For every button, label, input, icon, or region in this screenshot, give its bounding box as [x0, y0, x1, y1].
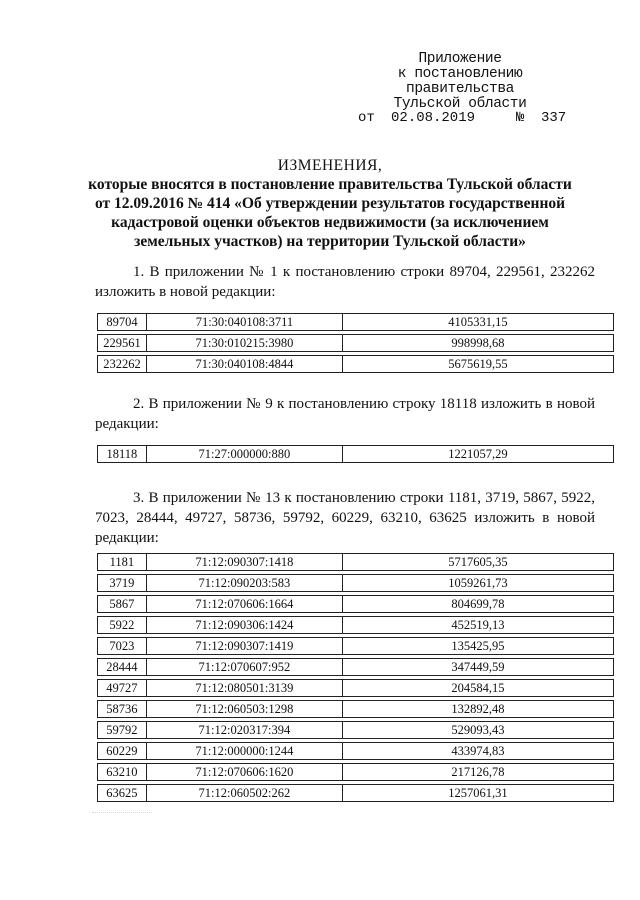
cadastral-value-cell: 347449,59	[342, 658, 614, 676]
cadastral-number-cell: 71:12:070607:952	[146, 658, 342, 676]
table-row	[97, 679, 614, 697]
appendix-line: к постановлению правительства	[397, 66, 523, 97]
cadastral-number-cell: 71:12:090306:1424	[146, 616, 342, 634]
cadastral-number-cell: 71:12:070606:1620	[146, 763, 342, 781]
cadastral-value-cell: 132892,48	[342, 700, 614, 718]
cadastral-number-cell: 71:12:000000:1244	[146, 742, 342, 760]
appendix-header	[340, 52, 580, 112]
table-row	[97, 313, 614, 331]
section-2-text: 2. В приложении № 9 к постановлению строку 18118 изложить в новой редакции:	[95, 396, 595, 432]
table-row	[97, 553, 614, 571]
row-number-cell: 5922	[97, 616, 146, 634]
table-row	[97, 334, 614, 352]
row-number-cell: 5867	[97, 595, 146, 613]
row-number-cell: 60229	[97, 742, 146, 760]
row-number-cell: 63210	[97, 763, 146, 781]
cadastral-value-cell: 4105331,15	[342, 313, 614, 331]
row-number-cell: 63625	[97, 784, 146, 802]
document-title	[80, 156, 580, 251]
cadastral-value-cell: 1257061,31	[342, 784, 614, 802]
table-row	[97, 700, 614, 718]
cadastral-value-cell: 5675619,55	[342, 355, 614, 373]
section-1-text: 1. В приложении № 1 к постановлению строки 89704, 229561, 232262 изложить в новой редакции:	[95, 264, 595, 300]
date-value: 02.08.2019	[391, 110, 476, 126]
cadastral-value-cell: 804699,78	[342, 595, 614, 613]
table-row	[97, 574, 614, 592]
cadastral-value-cell: 135425,95	[342, 637, 614, 655]
number-value: 337	[541, 110, 567, 126]
cadastral-value-cell: 217126,78	[342, 763, 614, 781]
cadastral-number-cell: 71:27:000000:880	[146, 445, 342, 463]
cadastral-value-cell: 5717605,35	[342, 553, 614, 571]
cadastral-number-cell: 71:12:060502:262	[146, 784, 342, 802]
row-number-cell: 3719	[97, 574, 146, 592]
scan-artifact	[92, 812, 152, 823]
row-number-cell: 18118	[97, 445, 146, 463]
row-number-cell: 1181	[97, 553, 146, 571]
table-row	[97, 721, 614, 739]
section-3-table	[97, 550, 614, 805]
row-number-cell: 7023	[97, 637, 146, 655]
section-3-text: 3. В приложении № 13 к постановлению строки 1181, 3719, 5867, 5922, 7023, 28444, 49727, 58736, 59792, 60229, 63210, 63625 изложить в новой редакции:	[95, 490, 595, 546]
cadastral-number-cell: 71:30:040108:3711	[146, 313, 342, 331]
table-row	[97, 595, 614, 613]
title-heading: ИЗМЕНЕНИЯ,	[277, 157, 383, 174]
cadastral-value-cell: 452519,13	[342, 616, 614, 634]
cadastral-number-cell: 71:12:070606:1664	[146, 595, 342, 613]
table-row	[97, 784, 614, 802]
cadastral-number-cell: 71:12:060503:1298	[146, 700, 342, 718]
row-number-cell: 232262	[97, 355, 146, 373]
date-label: от	[358, 110, 375, 126]
cadastral-value-cell: 1221057,29	[342, 445, 614, 463]
cadastral-value-cell: 998998,68	[342, 334, 614, 352]
table-row	[97, 637, 614, 655]
table-row	[97, 445, 614, 463]
table-row	[97, 355, 614, 373]
cadastral-number-cell: 71:30:040108:4844	[146, 355, 342, 373]
title-subtitle: которые вносятся в постановление правительства Тульской области от 12.09.2016 № 414 «Об утверждении результатов государственной кадастровой оценки объектов недвижимости (за исключением земельных участков) на территории Тульской области»	[88, 176, 572, 250]
row-number-cell: 28444	[97, 658, 146, 676]
cadastral-value-cell: 433974,83	[342, 742, 614, 760]
number-label: №	[516, 110, 525, 126]
row-number-cell: 58736	[97, 700, 146, 718]
appendix-line: Тульской области	[393, 96, 527, 112]
cadastral-number-cell: 71:30:010215:3980	[146, 334, 342, 352]
table-row	[97, 658, 614, 676]
cadastral-number-cell: 71:12:020317:394	[146, 721, 342, 739]
cadastral-value-cell: 204584,15	[342, 679, 614, 697]
cadastral-number-cell: 71:12:080501:3139	[146, 679, 342, 697]
cadastral-number-cell: 71:12:090307:1418	[146, 553, 342, 571]
appendix-line: Приложение	[418, 51, 502, 67]
row-number-cell: 59792	[97, 721, 146, 739]
table-row	[97, 742, 614, 760]
section-1-table	[97, 310, 614, 376]
row-number-cell: 49727	[97, 679, 146, 697]
row-number-cell: 229561	[97, 334, 146, 352]
cadastral-number-cell: 71:12:090203:583	[146, 574, 342, 592]
table-row	[97, 763, 614, 781]
cadastral-value-cell: 529093,43	[342, 721, 614, 739]
section-2-table	[97, 442, 614, 466]
cadastral-number-cell: 71:12:090307:1419	[146, 637, 342, 655]
row-number-cell: 89704	[97, 313, 146, 331]
cadastral-value-cell: 1059261,73	[342, 574, 614, 592]
table-row	[97, 616, 614, 634]
